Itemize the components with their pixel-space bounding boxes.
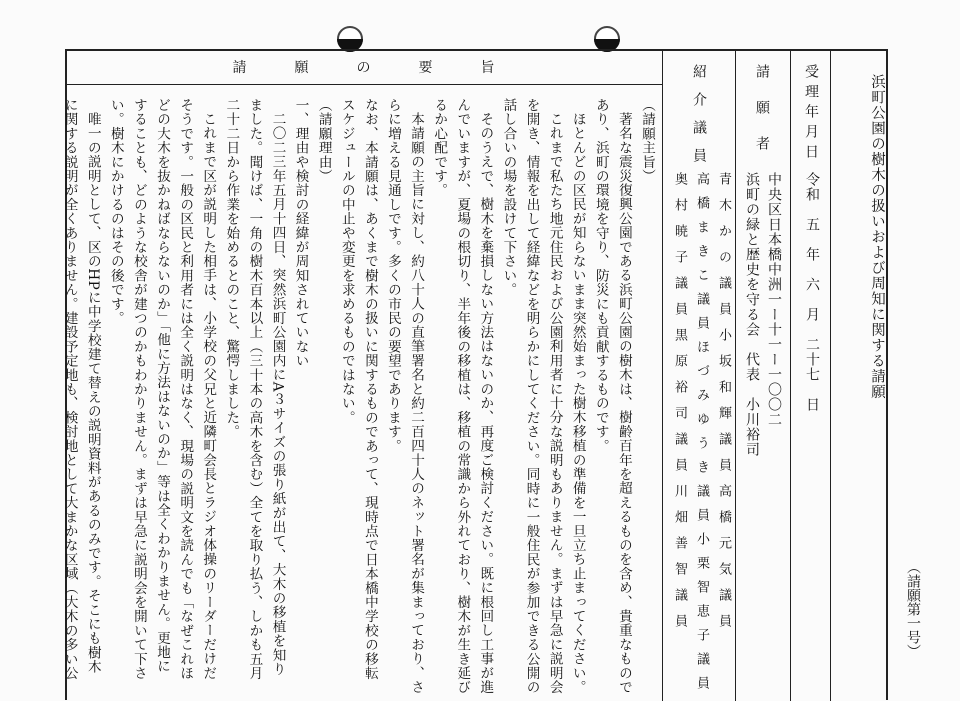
petitioner-address: 中央区日本橋中洲一ー十一ー一〇〇二 — [766, 172, 782, 427]
body-line: することも、どのような校舎が建つのかもわかりません。まずは早急に説明会を開いて下さ — [130, 98, 147, 681]
body-line: ほとんどの区民が知らないまま突然始まった樹木移植の準備を一旦立ち止まってください。 — [569, 111, 586, 694]
header-char: 要 — [418, 60, 433, 76]
petitioner-org: 浜町の緑と歴史を守る会 代表 小川裕司 — [744, 172, 760, 457]
body-line: 話し合いの場を設けて下さい。 — [500, 98, 517, 297]
petitioner-label: 請願者 — [754, 64, 770, 172]
body-line: に関する説明が全くありません。建設予定地も、検討地として大まかな区域（大木の多い公 — [61, 98, 78, 681]
body-line: これまで区が説明した相手は、小学校の父兄と近隣町会長とラジオ体操のリーダーだけだ — [200, 111, 217, 680]
introducer-line: 高 橋 ま き こ 議 員 ほ づ み ゆ う き 議 員 小 栗 智 恵 子 議 員 — [694, 172, 709, 688]
divider-introducer — [735, 49, 736, 701]
body-line: これまで私たち地元住民および公園利用者に十分な説明もありません。まずは早急に説明会 — [546, 111, 563, 694]
body-line: どの大木を抜かねばならないのか」「他に方法はないのか」等は全くわかりません。更地に — [154, 98, 171, 674]
body-line: るか心配です。 — [431, 98, 448, 198]
body-line: スケジュールの中止や変更を求めるものではない。 — [338, 98, 355, 425]
body-line: らに増える見通しです。多くの市民の要望であります。 — [384, 98, 401, 453]
header-char: 請 — [232, 60, 247, 76]
body-line: あり、浜町の環境を守り、防災にも貢献するものです。 — [592, 98, 609, 453]
introducer-line: 青 木 か の 議 員 小 坂 和 輝 議 員 高 橋 元 気 議 員 — [716, 172, 731, 627]
petition-body — [61, 98, 658, 698]
body-line: んでいますが、夏場の根切り、半年後の移植は、移植の常識から外れており、樹木が生き延び — [454, 98, 471, 695]
body-line: 一、理由や検討の経緯が周知されていない — [292, 98, 309, 368]
introducer-label: 紹介議員 — [691, 64, 707, 176]
header-char: の — [356, 60, 371, 76]
divider-petitioner — [790, 49, 791, 701]
body-line: そのうえで、樹木を棄損しない方法はないのか、再度ご検討ください。既に根回し工事が進 — [477, 111, 494, 694]
body-line: ました。聞けば、一角の樹木百本以上（三十本の高木を含む）全てを取り払う、しかも五月 — [246, 98, 263, 681]
body-line: 著名な震災復興公園である浜町公園の樹木は、樹齢百年を超えるものを含め、貴重なもので — [615, 111, 632, 694]
received-date: 令和 五 年 六 月 二十七 日 — [804, 172, 820, 412]
body-line: を開き、情報を出して経緯などを明らかにしてください。同時に一般住民が参加できる公開の — [523, 98, 540, 695]
body-line: そうです。一般の区民と利用者には全く説明はなく、現場の説明文を読んでも「なぜこれほ — [177, 98, 194, 681]
petition-number: （請願第一号） — [905, 560, 921, 658]
body-line: 唯一の説明として、区のHPに中学校建て替えの説明資料があるのみです。そこにも樹木 — [84, 111, 101, 674]
body-line: い。樹木にかけるのはその後です。 — [107, 98, 124, 326]
body-line: 二〇二三年五月十四日、突然浜町公園内にA３サイズの張り紙が出て、大木の移植を知り — [269, 111, 286, 676]
summary-header — [65, 54, 662, 80]
header-char: 旨 — [480, 60, 495, 76]
divider-body — [662, 49, 663, 701]
body-line: 二十二日から作業を始めるとのこと、驚愕しました。 — [223, 98, 240, 439]
header-char: 願 — [294, 60, 309, 76]
body-line: （請願理由） — [315, 98, 332, 184]
body-line: 本請願の主旨に対し、約八十人の直筆署名と約二百四十人のネット署名が集まっており、さ — [408, 111, 425, 694]
divider-date — [830, 49, 831, 701]
introducer-line: 奥 村 暁 子 議 員 黒 原 裕 司 議 員 川 畑 善 智 議 員 — [672, 172, 687, 627]
header-rule — [65, 84, 662, 85]
body-line: （請願主旨） — [639, 98, 655, 184]
received-label: 受理年月日 — [803, 64, 819, 164]
body-line: なお、本請願は、あくまで樹木の扱いに関するものであって、現時点で日本橋中学校の移転 — [361, 98, 378, 681]
petition-title: 浜町公園の樹木の扱いおよび周知に関する請願 — [869, 74, 885, 400]
